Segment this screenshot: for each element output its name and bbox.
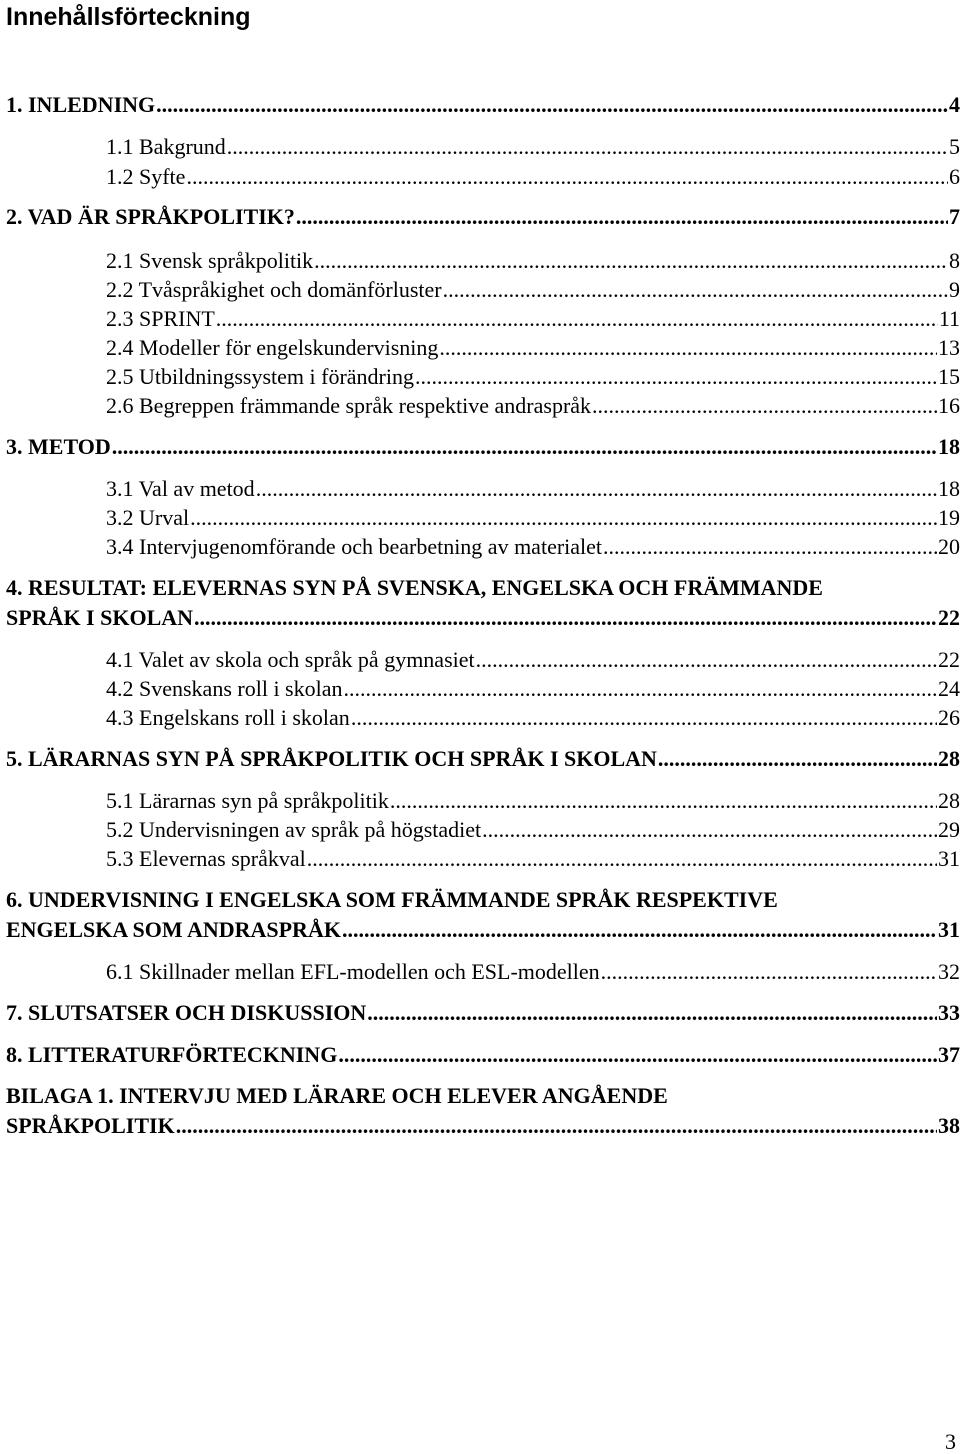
toc-entry[interactable] [106,248,960,274]
toc-entry-label: 1. INLEDNING [6,92,156,117]
dot-leader [351,705,937,731]
toc-entry-page: 22 [938,647,960,672]
toc-entry-page: 19 [938,505,960,530]
toc-entry-page: 9 [949,277,960,302]
toc-entry[interactable] [106,505,960,531]
toc-entry-page: 4 [949,92,960,117]
toc-entry-label: 2.1 Svensk språkpolitik [106,248,314,273]
dot-leader [186,164,948,190]
toc-entry[interactable] [106,335,960,361]
toc-entry-page: 37 [938,1042,960,1067]
toc-entry-page: 28 [938,746,960,771]
toc-entry[interactable] [6,746,960,772]
dot-leader [296,204,948,230]
dot-leader [227,134,948,160]
toc-entry-page: 38 [938,1113,960,1138]
toc-entry[interactable] [106,476,960,502]
toc-entry-page: 18 [938,476,960,501]
toc-entry[interactable] [6,434,960,460]
toc-entry[interactable] [106,306,960,332]
dot-leader [592,393,937,419]
dot-leader [601,959,937,985]
toc-entry-page: 13 [938,335,960,360]
toc-entry-page: 24 [938,676,960,701]
dot-leader [443,277,948,303]
dot-leader [256,476,937,502]
toc-entry-page: 31 [938,846,960,871]
toc-entry-page: 11 [938,306,960,331]
dot-leader [658,746,937,772]
toc-entry-page: 7 [949,204,960,229]
toc-entry-label: 8. LITTERATURFÖRTECKNING [6,1042,338,1067]
toc-entry-label-line1: 4. RESULTAT: ELEVERNAS SYN PÅ SVENSKA, ENGELSKA OCH FRÄMMANDE [6,575,823,600]
toc-entry-label: 7. SLUTSATSER OCH DISKUSSION [6,1000,367,1025]
toc-entry-page: 6 [949,164,960,189]
toc-entry[interactable] [106,647,960,673]
toc-entry-label: 5.1 Lärarnas syn på språkpolitik [106,788,389,813]
toc-entry[interactable] [106,534,960,560]
toc-entry-label: 5.2 Undervisningen av språk på högstadiet [106,817,482,842]
toc-entry-label: 5. LÄRARNAS SYN PÅ SPRÅKPOLITIK OCH SPRÅK I SKOLAN [6,746,657,771]
dot-leader [216,306,938,332]
toc-entry[interactable] [6,204,960,230]
toc-entry-label: 1.1 Bakgrund [106,134,226,159]
dot-leader [482,817,937,843]
dot-leader [112,434,937,460]
toc-entry-page: 29 [938,817,960,842]
toc-entry-label: 2.4 Modeller för engelskundervisning [106,335,439,360]
dot-leader [344,676,938,702]
toc-entry-page: 18 [938,434,960,459]
toc-entry-label-line1: 6. UNDERVISNING I ENGELSKA SOM FRÄMMANDE SPRÅK RESPEKTIVE [6,887,778,912]
toc-entry-page: 31 [938,917,960,942]
toc-entry[interactable] [6,1113,960,1139]
dot-leader [342,917,937,943]
dot-leader [367,1000,937,1026]
toc-entry[interactable] [106,364,960,390]
toc-entry-label: 4.3 Engelskans roll i skolan [106,705,350,730]
toc-entry[interactable] [106,676,960,702]
dot-leader [439,335,937,361]
page-number: 3 [945,1429,956,1454]
toc-entry[interactable] [106,393,960,419]
toc-entry[interactable] [6,1042,960,1068]
toc-entry[interactable] [106,705,960,731]
toc-entry-label: 2.5 Utbildningssystem i förändring [106,364,414,389]
toc-entry-label: 3.2 Urval [106,505,190,530]
toc-entry-label-line1: BILAGA 1. INTERVJU MED LÄRARE OCH ELEVER ANGÅENDE [6,1083,668,1108]
toc-entry-page: 33 [938,1000,960,1025]
toc-entry-page: 28 [938,788,960,813]
toc-entry[interactable] [106,164,960,190]
dot-leader [307,846,937,872]
toc-entry-label: 5.3 Elevernas språkval [106,846,306,871]
toc-entry-page: 8 [949,248,960,273]
toc-entry-label: 3. METOD [6,434,111,459]
toc-entry[interactable] [6,605,960,631]
toc-entry[interactable] [6,92,960,118]
toc-entry[interactable] [106,959,960,985]
toc-entry-label: 3.4 Intervjugenomförande och bearbetning av materialet [106,534,603,559]
toc-entry-label: ENGELSKA SOM ANDRASPRÅK [6,917,341,942]
toc-entry[interactable] [6,917,960,943]
dot-leader [194,605,937,631]
dot-leader [338,1042,937,1068]
toc-entry-label: 2.2 Tvåspråkighet och domänförluster [106,277,442,302]
dot-leader [476,647,937,673]
toc-entry-page: 22 [938,605,960,630]
toc-entry-page: 26 [938,705,960,730]
toc-entry-label: 2. VAD ÄR SPRÅKPOLITIK? [6,204,295,229]
toc-entry[interactable] [6,1000,960,1026]
toc-entry-label: 2.6 Begreppen främmande språk respektive andraspråk [106,393,592,418]
toc-entry[interactable] [106,277,960,303]
toc-entry[interactable] [106,134,960,160]
dot-leader [190,505,937,531]
toc-entry[interactable] [106,788,960,814]
toc-entry-label: 3.1 Val av metod [106,476,255,501]
toc-entry-page: 32 [938,959,960,984]
dot-leader [603,534,937,560]
toc-entry-page: 20 [938,534,960,559]
page-title: Innehållsförteckning [6,3,251,31]
toc-entry-label: SPRÅKPOLITIK [6,1113,175,1138]
toc-entry-page: 15 [938,364,960,389]
dot-leader [314,248,948,274]
toc-entry[interactable] [106,846,960,872]
toc-entry[interactable] [106,817,960,843]
toc-entry-label: SPRÅK I SKOLAN [6,605,194,630]
dot-leader [415,364,937,390]
toc-entry-label: 4.1 Valet av skola och språk på gymnasiet [106,647,475,672]
toc-entry-label: 6.1 Skillnader mellan EFL-modellen och ESL-modellen [106,959,600,984]
toc-entry-page: 16 [938,393,960,418]
dot-leader [176,1113,937,1139]
toc-entry-label: 4.2 Svenskans roll i skolan [106,676,343,701]
toc-entry-label: 1.2 Syfte [106,164,186,189]
toc-entry-page: 5 [949,134,960,159]
dot-leader [156,92,948,118]
dot-leader [390,788,937,814]
toc-entry-label: 2.3 SPRINT [106,306,215,331]
